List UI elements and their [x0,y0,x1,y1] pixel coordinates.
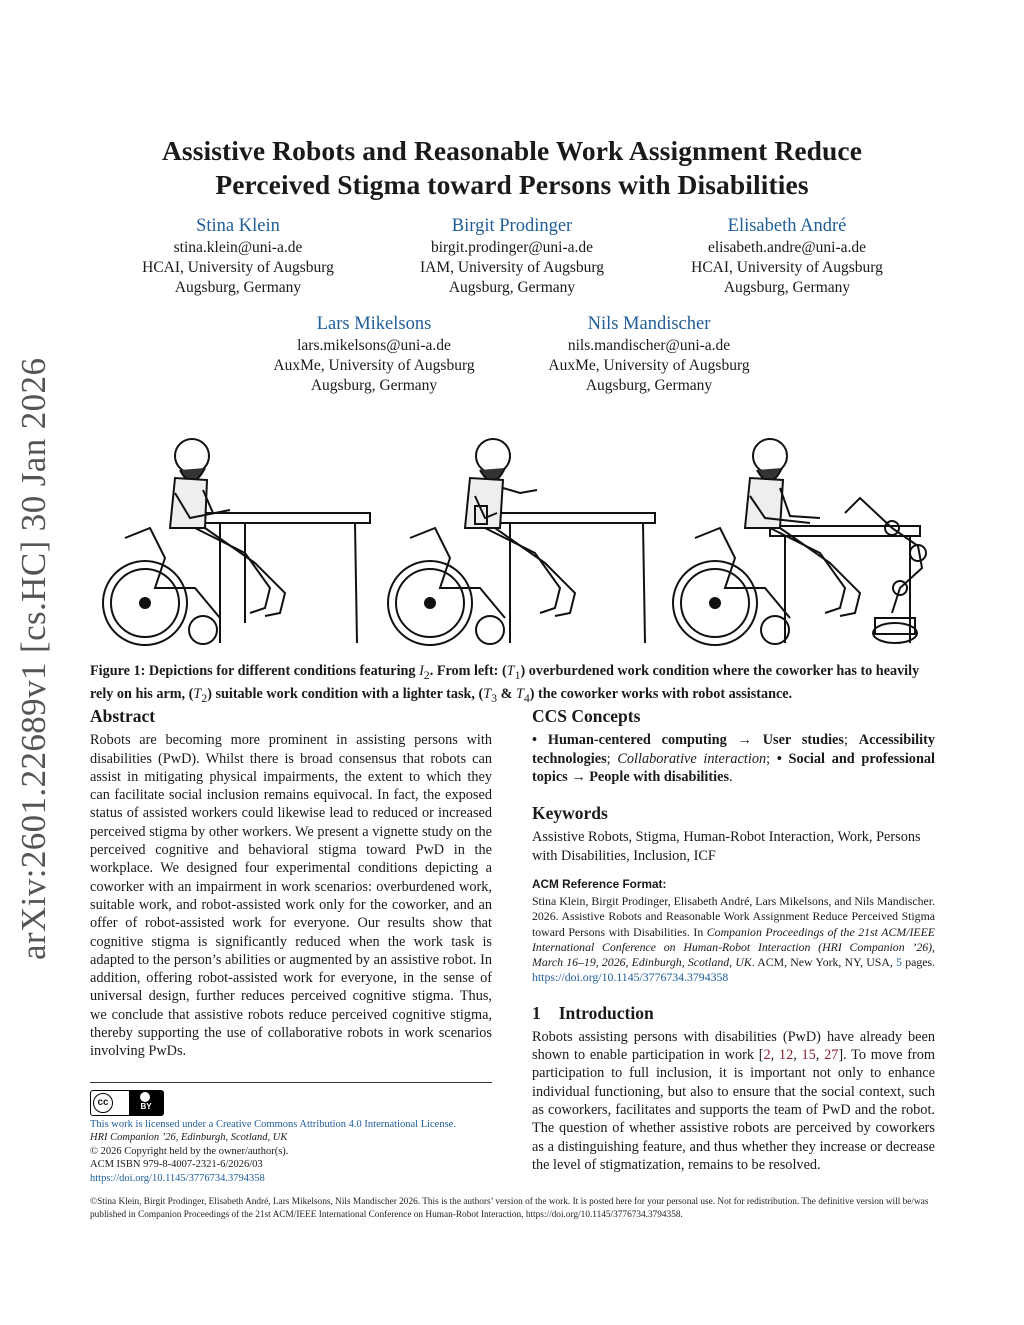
ccs-term: • Human-centered computing [532,732,727,749]
intro-heading [532,1004,935,1022]
section-number: 1 [532,1002,541,1023]
paper-title [0,134,1024,202]
acm-ref-text: pages. [901,955,936,970]
caption-t3-sub: 3 [491,690,498,705]
author-block [519,312,779,396]
ccs-arrow: → [726,732,763,749]
arxiv-stamp: arXiv:2601.22689v1 [cs.HC] 30 Jan 2026 [14,357,53,960]
author-name[interactable]: Birgit Prodinger [451,216,573,236]
caption-text: ) overburdened work condition where the coworker has to heavily rely on his arm, ( [90,663,920,702]
author-block [382,214,642,298]
author-affiliation: AuxMe, University of Augsburg [273,357,475,374]
title-line-2: Perceived Stigma toward Persons with Disabilities [215,169,809,200]
person-icon [140,1092,150,1102]
author-affiliation: AuxMe, University of Augsburg [548,357,750,374]
citation-link[interactable]: 2 [763,1047,771,1064]
acm-ref-venue: Companion Proceedings of the 21st ACM/IEEE International Conference on Human-Robot Interaction (HRI Companion ’26), March 16–19, 2026, Edinburgh, Scotland, UK [532,924,935,970]
caption-t4: T [515,685,524,702]
caption-label: Figure 1: Depictions for different conditions featuring [90,663,420,679]
caption-t2: T [193,685,202,702]
intro-text-part: Robots assisting persons with disabilities (PwD) have already been shown to enable participation in work [ [532,1028,935,1064]
abstract-text: Robots are becoming more prominent in assisting persons with disabilities (PwD). Whilst there is broad consensus that robots can assist in mitigating physical impairments, the extent to which they can facilitate social inclusion remains equivocal. In fact, the exposed status of assisted workers could likewise lead to reduced or increased perceived stigma by other workers. We present a vignette study on the perceived cognitive and behavioral stigma toward PwD in the workplace. We designed four experimental conditions depicting a coworker with an impairment in work scenarios: overburdened work, suitable work, and robot-assisted work only for the coworker, and an offer of robot-assisted work for everyone. Our results show that cognitive stigma is significantly reduced when the work task is adapted to the person’s abilities or augmented by an assistive robot. In addition, offering robot-assisted work for everyone, in the sense of universal design, further reduces perceived cognitive stigma. Thus, we conclude that assistive robots reduce perceived cognitive stigma, thereby supporting the use of collaborative robots in work scenarios involving PwDs. [90,732,492,1060]
ccs-term: Collaborative interaction [617,750,767,767]
author-name[interactable]: Lars Mikelsons [316,314,432,334]
acm-reference [532,877,935,985]
author-name[interactable]: Stina Klein [196,216,280,236]
figure-illustration-t3 [660,418,950,658]
cc-license-badge[interactable] [90,1090,164,1116]
author-email: nils.mandischer@uni-a.de [567,337,731,354]
isbn-line: ACM ISBN 979-8-4007-2321-6/2026/03 [90,1159,263,1171]
intro-text-part: ]. To move from participation to full inclusion, it is important not only to enhance individual functioning, but also to ensure that the social context, such as coworkers, facilitates and supports the team of PwD and the robot. The question of whether assistive robots are perceived by coworkers as a distinguishing feature, and thus whether they increase or decrease the level of stigmatization, remains to be resolved. [532,1047,935,1173]
author-affiliation: HCAI, University of Augsburg [142,259,334,276]
figure-illustration-t2 [375,418,665,658]
caption-text: ) suitable work condition with a lighter task, ( [207,685,484,702]
author-email: elisabeth.andre@uni-a.de [707,239,866,256]
keywords-text: Assistive Robots, Stigma, Human-Robot Interaction, Work, Persons with Disabilities, Inclusion, ICF [532,829,921,864]
ccs-text [532,731,935,786]
caption-i2: I [419,663,424,679]
citation-link[interactable]: 27 [824,1047,839,1064]
ccs-sep: ; [843,732,859,749]
caption-t3: T [483,685,492,702]
cc-icon: cc [93,1093,113,1113]
cc-by-label: BY [140,1102,152,1111]
ccs-heading: CCS Concepts [532,706,641,726]
author-block [244,312,504,396]
citation-link[interactable]: 12 [778,1047,794,1064]
ccs-term: • Social and professional topics [532,750,936,785]
author-name[interactable]: Elisabeth André [727,216,847,236]
copyright-line: © 2026 Copyright held by the owner/author(s). [90,1145,289,1157]
section-title: Introduction [558,1002,654,1023]
caption-text: ) the coworker works with robot assistance. [529,685,793,702]
acm-ref-text: . ACM, New York, NY, USA, [751,955,897,970]
ccs-end: . [729,768,733,785]
license-divider [90,1082,492,1083]
ccs-term: Accessibility technologies [532,732,935,767]
figure-caption [90,662,938,708]
author-block [657,214,917,298]
ccs-term: People with disabilities [589,768,730,785]
citation-link[interactable]: 15 [801,1047,816,1064]
abstract-section [90,707,492,1061]
author-email: lars.mikelsons@uni-a.de [297,337,451,354]
right-column [532,707,935,1174]
venue-line: HRI Companion ’26, Edinburgh, Scotland, UK [90,1132,288,1144]
caption-i2-sub: 2 [423,667,430,682]
ccs-sep: ; [766,750,777,767]
ccs-term: User studies [762,732,844,749]
acm-ref-doi-link[interactable]: https://doi.org/10.1145/3776734.3794358 [532,970,729,985]
doi-link[interactable]: https://doi.org/10.1145/3776734.3794358 [90,1172,265,1184]
acm-ref-heading: ACM Reference Format: [532,877,667,892]
author-email: birgit.prodinger@uni-a.de [430,239,594,256]
ccs-arrow: → [567,768,590,785]
ccs-sep: ; [606,750,618,767]
acm-ref-text: Stina Klein, Birgit Prodinger, Elisabeth André, Lars Mikelsons, and Nils Mandischer. 2026. Assistive Robots and Reasonable Work Assignment Reduce Perceived Stigma toward Persons with Disabilities. In [532,894,935,939]
author-location: Augsburg, Germany [585,377,713,394]
caption-t1: T [506,663,515,679]
title-line-1: Assistive Robots and Reasonable Work Assignment Reduce [161,135,863,166]
author-affiliation: HCAI, University of Augsburg [691,259,883,276]
author-location: Augsburg, Germany [310,377,438,394]
caption-t1-sub: 1 [514,667,521,682]
acm-ref-pages[interactable]: 5 [896,955,902,970]
author-location: Augsburg, Germany [174,279,302,296]
copyright-footnote: ©Stina Klein, Birgit Prodinger, Elisabeth André, Lars Mikelsons, Nils Mandischer 2026. This is the authors’ version of the work. It is posted here for your personal use. Not for redistribution. The definitive version will be/was published in Companion Proceedings of the 21st ACM/IEEE International Conference on Human-Robot Interaction, https://doi.org/10.1145/3776734.3794358. [90,1197,929,1220]
caption-text: . From left: ( [429,663,507,679]
license-info [90,1118,510,1185]
author-email: stina.klein@uni-a.de [173,239,303,256]
intro-text: Robots assisting persons with disabilities (PwD) have already been shown to enable participation in work [2, 12, 15, 27]. To move from participation to full inclusion, it is important not only to enhance individual functioning, but also to ensure that the social context, such as coworkers, facilitates and supports the team of PwD and the robot. The question of whether assistive robots are perceived by coworkers as a distinguishing feature, and thus whether they increase or decrease the level of stigmatization, remains to be resolved. [532,1028,935,1173]
license-link[interactable]: This work is licensed under a Creative Commons Attribution 4.0 International License. [90,1119,456,1130]
author-location: Augsburg, Germany [723,279,851,296]
keywords-heading: Keywords [532,803,608,824]
author-location: Augsburg, Germany [448,279,576,296]
figure-illustration-t1 [95,418,385,658]
author-affiliation: IAM, University of Augsburg [420,259,604,276]
author-block [108,214,368,298]
caption-text: & [497,685,516,702]
author-name[interactable]: Nils Mandischer [587,314,711,334]
caption-t2-sub: 2 [201,690,208,705]
caption-t4-sub: 4 [523,690,530,705]
abstract-heading: Abstract [90,706,156,726]
